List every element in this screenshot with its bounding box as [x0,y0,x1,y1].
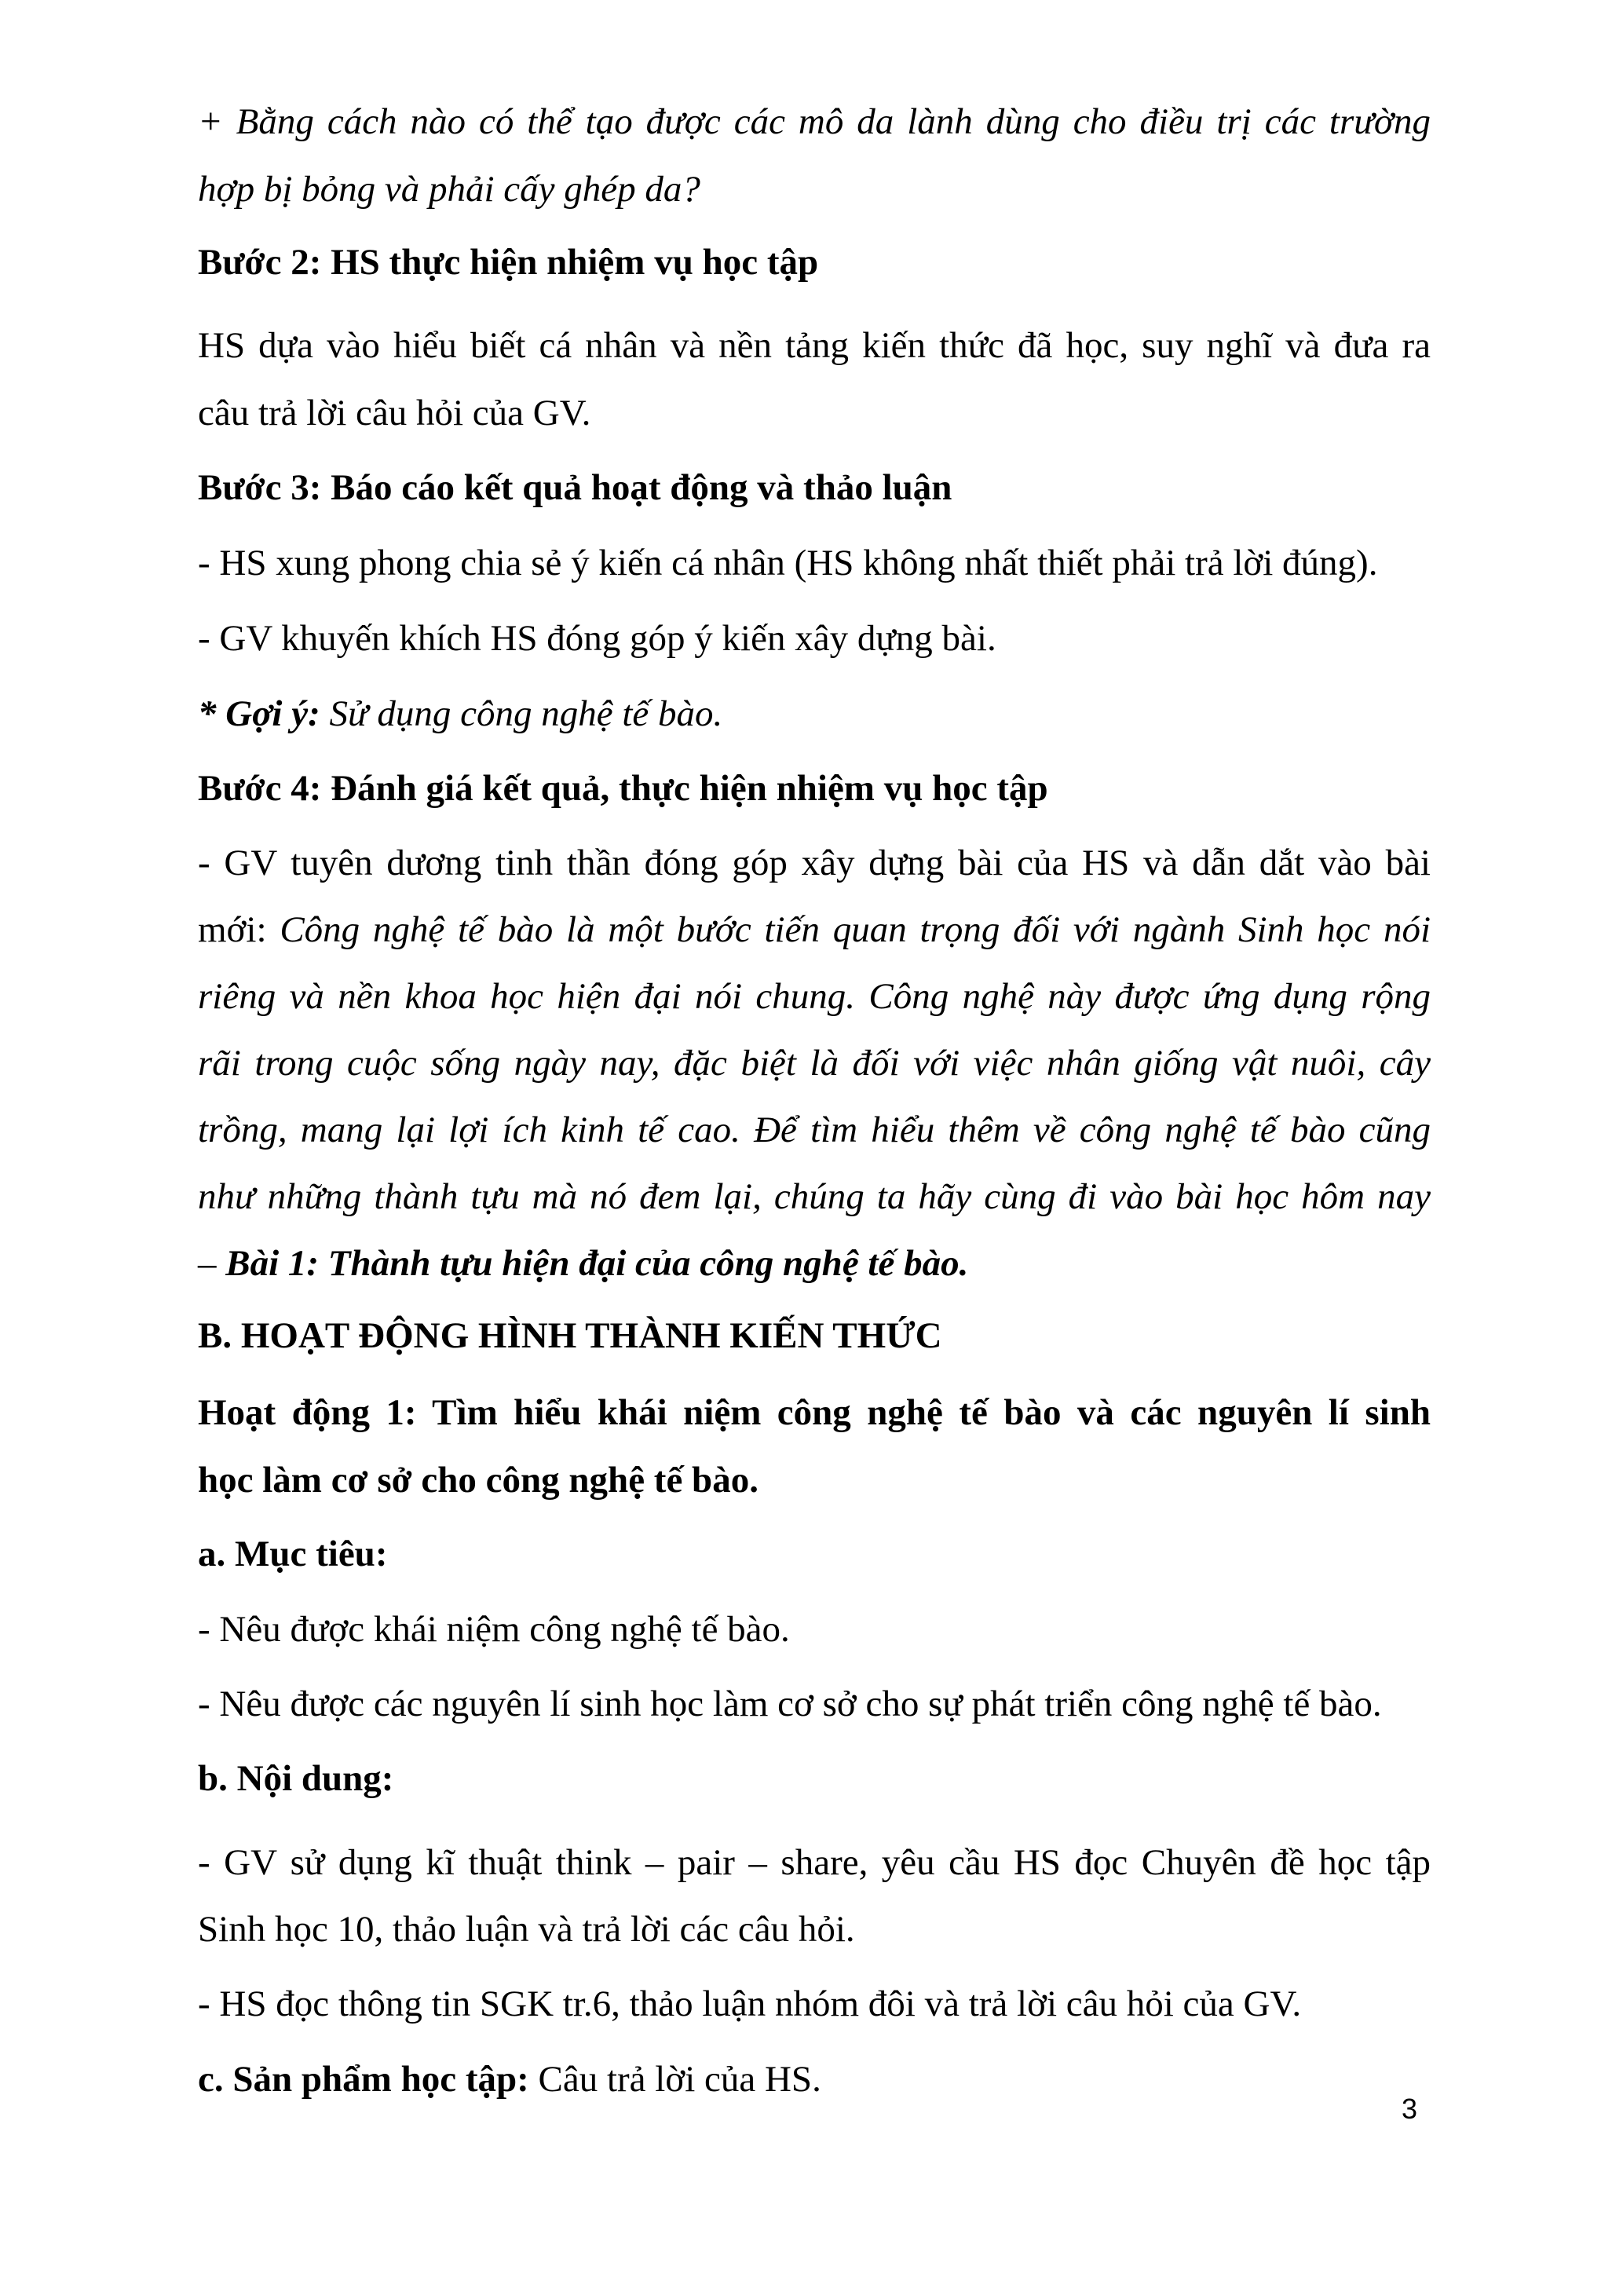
step-4-text-1: - GV tuyên dương tinh thần đóng góp xây dựng bài của HS và dẫn dắt vào bài [198,843,1431,883]
content-item-2: - HS đọc thông tin SGK tr.6, thảo luận nhóm đôi và trả lời câu hỏi của GV. [198,1983,1302,2024]
content-label: b. Nội dung: [198,1758,394,1799]
step-4-text-6: như những thành tựu mà nó đem lại, chúng ta hãy cùng đi vào bài học hôm nay [198,1176,1431,1217]
step-3-text-2: - GV khuyến khích HS đóng góp ý kiến xây dựng bài. [198,618,996,659]
hint-label: * Gợi ý: [198,693,320,734]
lesson-dash: – [198,1243,226,1284]
step-4-text-5: trồng, mang lại lợi ích kinh tế cao. Để tìm hiểu thêm về công nghệ tế bào cũng [198,1110,1431,1150]
product-label: c. Sản phẩm học tập: [198,2059,529,2100]
objective-label: a. Mục tiêu: [198,1534,388,1574]
question-line-2: hợp bị bỏng và phải cấy ghép da? [198,169,700,210]
step-4-text-3: riêng và nền khoa học hiện đại nói chung. Công nghệ này được ứng dụng rộng [198,976,1431,1017]
content-item-1a: - GV sử dụng kĩ thuật think – pair – share, yêu cầu HS đọc Chuyên đề học tập [198,1842,1431,1883]
hint-text: Sử dụng công nghệ tế bào. [320,693,723,734]
step-3-heading: Bước 3: Báo cáo kết quả hoạt động và thảo luận [198,467,952,508]
objective-item-2: - Nêu được các nguyên lí sinh học làm cơ sở cho sự phát triển công nghệ tế bào. [198,1684,1382,1724]
product-text: Câu trả lời của HS. [528,2059,821,2100]
page-number: 3 [1402,2093,1418,2125]
step-2-text-1: HS dựa vào hiểu biết cá nhân và nền tảng kiến thức đã học, suy nghĩ và đưa ra [198,325,1431,366]
objective-item-1: - Nêu được khái niệm công nghệ tế bào. [198,1609,790,1650]
lesson-title-line [198,1245,968,1282]
step-4-text-4: rãi trong cuộc sống ngày nay, đặc biệt là đối với việc nhân giống vật nuôi, cây [198,1043,1431,1084]
lesson-title: Bài 1: Thành tựu hiện đại của công nghệ tế bào. [225,1243,969,1284]
step-2-heading: Bước 2: HS thực hiện nhiệm vụ học tập [198,242,819,283]
step-4-heading: Bước 4: Đánh giá kết quả, thực hiện nhiệm vụ học tập [198,768,1048,809]
step-4-text-2-italic: Công nghệ tế bào là một bước tiến quan trọng đối với ngành Sinh học nói [280,909,1431,950]
product-line [198,2061,821,2098]
section-b-heading: B. HOẠT ĐỘNG HÌNH THÀNH KIẾN THỨC [198,1315,942,1356]
activity-1-heading-1: Hoạt động 1: Tìm hiểu khái niệm công nghệ tế bào và các nguyên lí sinh [198,1392,1431,1433]
activity-1-heading-2: học làm cơ sở cho công nghệ tế bào. [198,1460,758,1501]
step-3-text-1: - HS xung phong chia sẻ ý kiến cá nhân (HS không nhất thiết phải trả lời đúng). [198,543,1378,583]
content-item-1b: Sinh học 10, thảo luận và trả lời các câu hỏi. [198,1909,855,1950]
step-2-text-2: câu trả lời câu hỏi của GV. [198,393,591,433]
question-line-1: + Bằng cách nào có thể tạo được các mô da lành dùng cho điều trị các trường [198,101,1431,142]
step-4-text-2 [198,909,1431,950]
step-4-text-2-lead: mới: [198,909,280,950]
hint-line [198,693,723,734]
